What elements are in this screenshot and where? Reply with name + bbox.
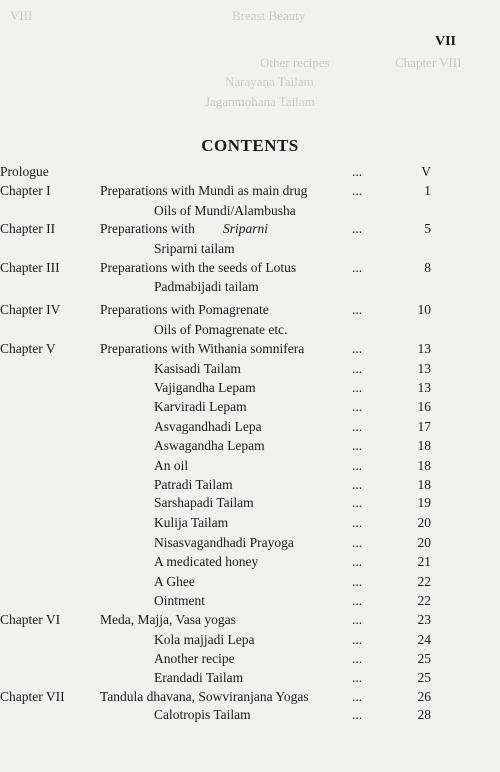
toc-page-number: 23 — [417, 612, 431, 627]
toc-entry-title: Ointment — [154, 593, 205, 608]
toc-leader-dots: ... — [352, 689, 363, 704]
toc-entry-title: Kola majjadi Lepa — [154, 632, 255, 647]
toc-page-number: 25 — [417, 651, 431, 666]
toc-leader-dots: ... — [352, 183, 363, 198]
toc-page-number: 13 — [417, 341, 431, 356]
toc-entry-title: Oils of Pomagrenate etc. — [154, 322, 288, 337]
toc-leader-dots: ... — [352, 651, 363, 666]
toc-leader-dots: ... — [352, 593, 363, 608]
toc-entry — [0, 670, 500, 690]
toc-entry — [0, 477, 500, 497]
toc-entry — [0, 438, 500, 458]
toc-entry-title: Preparations with Mundi as main drug — [100, 183, 308, 198]
toc-entry-title: A Ghee — [154, 574, 195, 589]
toc-entry — [0, 515, 500, 535]
toc-entry-title: Preparations with Pomagrenate — [100, 302, 269, 317]
toc-entry — [0, 458, 500, 478]
toc-leader-dots: ... — [352, 341, 363, 356]
toc-page-number: V — [421, 164, 431, 179]
toc-entry — [0, 707, 500, 727]
toc-page-number: 10 — [417, 302, 431, 317]
toc-entry — [0, 183, 500, 203]
toc-leader-dots: ... — [352, 670, 363, 685]
toc-chapter-label: Chapter II — [0, 221, 56, 236]
toc-page-number: 13 — [417, 380, 431, 395]
toc-entry-title: Patradi Tailam — [154, 477, 233, 492]
toc-page-number: 22 — [417, 574, 431, 589]
toc-chapter-label: Chapter VII — [0, 689, 65, 704]
toc-entry — [0, 361, 500, 381]
toc-page-number: 21 — [417, 554, 431, 569]
toc-page-number: 18 — [417, 438, 431, 453]
ghost-chapter: Chapter VIII — [395, 55, 462, 70]
toc-entry-title: Nisasvagandhadi Prayoga — [154, 535, 294, 550]
toc-entry-title: Sarshapadi Tailam — [154, 495, 254, 510]
toc-entry — [0, 341, 500, 361]
toc-leader-dots: ... — [352, 535, 363, 550]
toc-entry-title: Preparations with — [100, 221, 195, 236]
toc-page-number: 17 — [417, 419, 431, 434]
page-title: CONTENTS — [201, 136, 299, 155]
toc-leader-dots: ... — [352, 438, 363, 453]
toc-entry — [0, 164, 500, 184]
toc-page-number: 16 — [417, 399, 431, 414]
toc-leader-dots: ... — [352, 707, 363, 722]
toc-leader-dots: ... — [352, 260, 363, 275]
toc-entry — [0, 554, 500, 574]
toc-chapter-label: Chapter III — [0, 260, 60, 275]
toc-leader-dots: ... — [352, 477, 363, 492]
toc-leader-dots: ... — [352, 495, 363, 510]
toc-leader-dots: ... — [352, 574, 363, 589]
toc-page-number: 20 — [417, 515, 431, 530]
toc-entry-title: Aswagandha Lepam — [154, 438, 265, 453]
toc-entry-title: Kasisadi Tailam — [154, 361, 241, 376]
toc-entry-title-italic: Sriparni — [223, 221, 269, 236]
toc-entry — [0, 260, 500, 280]
toc-entry — [0, 593, 500, 613]
toc-entry-title: Vajigandha Lepam — [154, 380, 256, 395]
toc-entry — [0, 574, 500, 594]
toc-entry-title: Padmabijadi tailam — [154, 279, 259, 294]
toc-entry — [0, 495, 500, 515]
toc-page-number: 24 — [417, 632, 431, 647]
ghost-heading: Breast Beauty — [232, 8, 306, 23]
toc-leader-dots: ... — [352, 399, 363, 414]
toc-entry-title: Asvagandhadi Lepa — [154, 419, 262, 434]
toc-entry — [0, 651, 500, 671]
toc-entry-title: Preparations with the seeds of Lotus — [100, 260, 297, 275]
toc-entry-title: An oil — [154, 458, 189, 473]
toc-entry-title: Another recipe — [154, 651, 235, 666]
toc-page-number: 22 — [417, 593, 431, 608]
toc-leader-dots: ... — [352, 554, 363, 569]
toc-leader-dots: ... — [352, 612, 363, 627]
toc-chapter-label: Chapter IV — [0, 302, 61, 317]
toc-page-number: 26 — [417, 689, 431, 704]
toc-entry — [0, 399, 500, 419]
toc-entry-title: Tandula dhavana, Sowviranjana Yogas — [100, 689, 309, 704]
toc-entry — [0, 221, 500, 241]
toc-entry — [0, 419, 500, 439]
toc-entry — [0, 632, 500, 652]
toc-leader-dots: ... — [352, 458, 363, 473]
toc-page-number: 28 — [417, 707, 431, 722]
toc-chapter-label: Chapter VI — [0, 612, 61, 627]
toc-entry — [0, 689, 500, 709]
toc-leader-dots: ... — [352, 632, 363, 647]
toc-page-number: 18 — [417, 477, 431, 492]
toc-entry — [0, 612, 500, 632]
toc-entry-title: Preparations with Withania somnifera — [100, 341, 305, 356]
toc-chapter-label: Chapter V — [0, 341, 56, 356]
toc-chapter-label: Chapter I — [0, 183, 51, 198]
page-number: VII — [435, 34, 457, 49]
toc-page-number: 8 — [424, 260, 431, 275]
toc-leader-dots: ... — [352, 221, 363, 236]
toc-entry-title: Sriparni tailam — [154, 241, 235, 256]
toc-entry-title: A medicated honey — [154, 554, 259, 569]
toc-entry-title: Kulija Tailam — [154, 515, 229, 530]
toc-page-number: 18 — [417, 458, 431, 473]
toc-page-number: 19 — [417, 495, 431, 510]
toc-entry — [0, 535, 500, 555]
toc-entry-title: Calotropis Tailam — [154, 707, 251, 722]
toc-entry — [0, 241, 500, 261]
toc-entry-title: Erandadi Tailam — [154, 670, 244, 685]
ghost-other: Other recipes — [260, 55, 330, 70]
toc-page-number: 1 — [424, 183, 431, 198]
toc-entry — [0, 203, 500, 223]
toc-leader-dots: ... — [352, 361, 363, 376]
toc-leader-dots: ... — [352, 380, 363, 395]
toc-leader-dots: ... — [352, 515, 363, 530]
ghost-page: VIII — [10, 8, 33, 23]
toc-entry-title: Oils of Mundi/Alambusha — [154, 203, 296, 218]
toc-page-number: 5 — [424, 221, 431, 236]
toc-leader-dots: ... — [352, 419, 363, 434]
toc-entry-title: Karviradi Lepam — [154, 399, 247, 414]
toc-entry — [0, 279, 500, 299]
toc-chapter-label: Prologue — [0, 164, 49, 179]
toc-entry-title: Meda, Majja, Vasa yogas — [100, 612, 236, 627]
toc-leader-dots: ... — [352, 164, 363, 179]
toc-entry — [0, 380, 500, 400]
toc-entry — [0, 302, 500, 322]
toc-entry — [0, 322, 500, 342]
toc-leader-dots: ... — [352, 302, 363, 317]
toc-page-number: 25 — [417, 670, 431, 685]
toc-page-number: 20 — [417, 535, 431, 550]
toc-page-number: 13 — [417, 361, 431, 376]
ghost-narayana: Narayana Tailam — [225, 74, 314, 89]
ghost-jaganmohana: Jaganmohana Tailam — [205, 94, 315, 109]
